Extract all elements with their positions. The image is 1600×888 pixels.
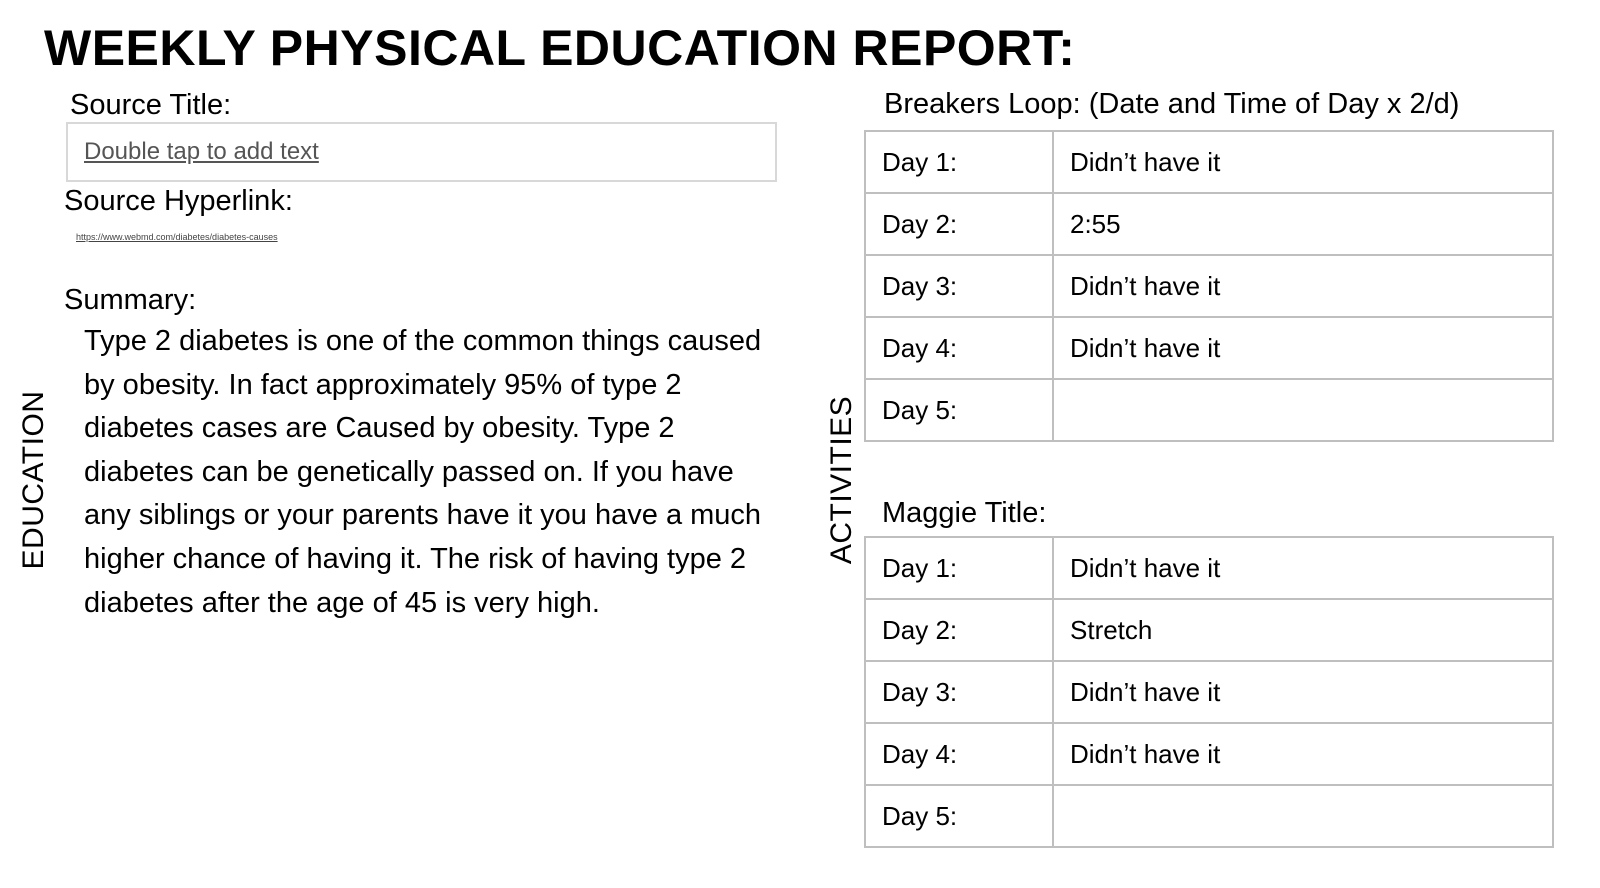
activities-side-label: ACTIVITIES bbox=[825, 395, 858, 565]
table-row bbox=[865, 255, 1553, 317]
summary-text: Type 2 diabetes is one of the common things caused by obesity. In fact approximately 95% of type 2 diabetes cases are Caused by obesity. Type 2 diabetes can be genetically passed on. If you have any siblings or your parents have it you have a much higher chance of having it. The risk of having type 2 diabetes after the age of 45 is very high. bbox=[84, 325, 762, 619]
table-row bbox=[865, 723, 1553, 785]
table-row bbox=[865, 193, 1553, 255]
table-row bbox=[865, 785, 1553, 847]
breakers-loop-title: Breakers Loop: (Date and Time of Day x 2/d) bbox=[884, 88, 1460, 120]
breakers-loop-table bbox=[864, 130, 1554, 442]
value-cell[interactable] bbox=[1053, 785, 1553, 847]
source-title-label: Source Title: bbox=[70, 89, 232, 121]
table-row bbox=[865, 661, 1553, 723]
table-row bbox=[865, 537, 1553, 599]
table-row bbox=[865, 317, 1553, 379]
value-cell[interactable]: 2:55 bbox=[1053, 193, 1553, 255]
maggie-table bbox=[864, 536, 1554, 848]
value-cell[interactable]: Didn’t have it bbox=[1053, 131, 1553, 193]
maggie-title: Maggie Title: bbox=[882, 497, 1047, 529]
day-cell: Day 5: bbox=[865, 785, 1053, 847]
table-row bbox=[865, 131, 1553, 193]
day-cell: Day 4: bbox=[865, 317, 1053, 379]
day-cell: Day 3: bbox=[865, 255, 1053, 317]
day-cell: Day 3: bbox=[865, 661, 1053, 723]
day-cell: Day 2: bbox=[865, 193, 1053, 255]
source-title-textbox[interactable] bbox=[66, 122, 777, 182]
value-cell[interactable]: Stretch bbox=[1053, 599, 1553, 661]
table-row bbox=[865, 599, 1553, 661]
value-cell[interactable]: Didn’t have it bbox=[1053, 537, 1553, 599]
summary-label: Summary: bbox=[64, 284, 197, 316]
report-title: WEEKLY PHYSICAL EDUCATION REPORT: bbox=[44, 20, 1076, 76]
source-hyperlink-label: Source Hyperlink: bbox=[64, 185, 293, 217]
table-row bbox=[865, 379, 1553, 441]
source-hyperlink[interactable]: https://www.webmd.com/diabetes/diabetes-causes bbox=[76, 232, 278, 242]
day-cell: Day 4: bbox=[865, 723, 1053, 785]
day-cell: Day 2: bbox=[865, 599, 1053, 661]
day-cell: Day 1: bbox=[865, 537, 1053, 599]
value-cell[interactable]: Didn’t have it bbox=[1053, 661, 1553, 723]
day-cell: Day 5: bbox=[865, 379, 1053, 441]
value-cell[interactable]: Didn’t have it bbox=[1053, 317, 1553, 379]
day-cell: Day 1: bbox=[865, 131, 1053, 193]
value-cell[interactable]: Didn’t have it bbox=[1053, 255, 1553, 317]
source-title-placeholder[interactable]: Double tap to add text bbox=[84, 138, 319, 165]
value-cell[interactable]: Didn’t have it bbox=[1053, 723, 1553, 785]
education-side-label: EDUCATION bbox=[17, 390, 50, 570]
value-cell[interactable] bbox=[1053, 379, 1553, 441]
